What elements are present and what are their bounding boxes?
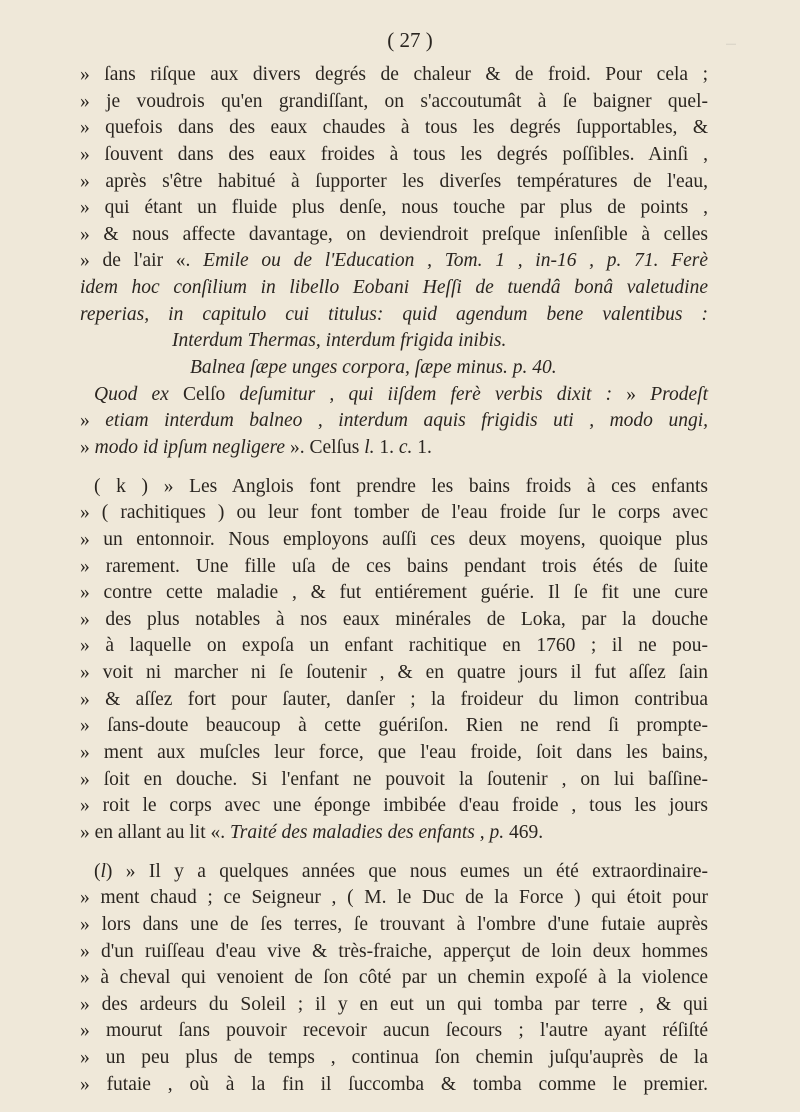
text-line bbox=[80, 992, 708, 1019]
text-segment: » contre cette maladie , & fut entiérement guérie. Il ſe fit une cure bbox=[80, 582, 708, 604]
text-segment: » roit le corps avec une éponge imbibée d'eau froide , tous les jours bbox=[80, 795, 708, 817]
text-segment: Celſo bbox=[183, 383, 240, 405]
italic-text: Prodeſt bbox=[650, 383, 708, 405]
text-segment: » à laquelle on expoſa un enfant rachitique en 1760 ; il ne pou- bbox=[80, 635, 708, 657]
text-line bbox=[80, 1018, 708, 1045]
text-line bbox=[80, 169, 708, 196]
text-segment: » rarement. Une fille uſa de ces bains pendant trois étés de ſuite bbox=[80, 555, 708, 577]
text-line bbox=[80, 885, 708, 912]
text-segment: ( bbox=[94, 860, 101, 882]
corner-mark: ····· bbox=[726, 42, 736, 48]
text-segment: » qui étant un fluide plus denſe, nous touche par plus de points , bbox=[80, 197, 708, 219]
text-line bbox=[80, 435, 708, 462]
text-line bbox=[80, 687, 708, 714]
text-line bbox=[80, 1072, 708, 1099]
text-line bbox=[80, 222, 708, 249]
text-segment: » ment aux muſcles leur force, que l'eau froide, ſoit dans les bains, bbox=[80, 742, 708, 764]
text-line bbox=[80, 660, 708, 687]
text-line bbox=[80, 89, 708, 116]
text-line bbox=[80, 580, 708, 607]
text-segment: » bbox=[80, 410, 106, 432]
text-segment: » des ardeurs du Soleil ; il y en eut un qui tomba par terre , & qui bbox=[80, 993, 708, 1015]
text-line bbox=[80, 474, 708, 501]
text-segment: » ( rachitiques ) ou leur font tomber de l'eau froide ſur le corps avec bbox=[80, 502, 708, 524]
italic-text: Interdum Thermas, interdum frigida inibis. bbox=[172, 330, 507, 352]
text-line bbox=[80, 62, 708, 89]
italic-text: idem hoc conſilium in libello Eobani Heſſi de tuendâ bonâ valetudine bbox=[80, 277, 708, 299]
text-line bbox=[80, 355, 708, 382]
text-line bbox=[80, 965, 708, 992]
text-segment: » d'un ruiſſeau d'eau vive & très-fraiche, apperçut de loin deux hommes bbox=[80, 940, 708, 962]
text-line bbox=[80, 820, 708, 847]
italic-text: modo id ipſum negligere bbox=[94, 436, 290, 458]
text-segment: » & nous affecte davantage, on deviendroit preſque inſenſible à celles bbox=[80, 223, 708, 245]
text-segment: ». Celſus bbox=[289, 436, 365, 458]
text-segment: » lors dans une de ſes terres, ſe trouvant à l'ombre d'une futaie auprès bbox=[80, 913, 708, 935]
text-line bbox=[80, 382, 708, 409]
italic-text: l bbox=[100, 860, 106, 882]
text-segment: » & aſſez fort pour ſauter, danſer ; la froideur du limon contribua bbox=[80, 688, 708, 710]
text-line bbox=[80, 607, 708, 634]
text-line bbox=[80, 633, 708, 660]
italic-text: Emile ou de l'Education , Tom. 1 , in-16 , p. 71. Ferè bbox=[203, 250, 708, 272]
text-line bbox=[80, 500, 708, 527]
text-segment: » futaie , où à la fin il ſuccomba & tomba comme le premier. bbox=[80, 1073, 708, 1095]
text-line bbox=[80, 115, 708, 142]
text-line bbox=[80, 195, 708, 222]
paragraph-gap bbox=[80, 462, 708, 474]
text-segment: » mourut ſans pouvoir recevoir aucun ſecours ; l'autre ayant réſiſté bbox=[80, 1020, 708, 1042]
text-segment: » à cheval qui venoient de ſon côté par un chemin expoſé à la violence bbox=[80, 967, 708, 989]
text-line bbox=[80, 859, 708, 886]
text-line bbox=[80, 740, 708, 767]
text-segment: 469. bbox=[504, 821, 544, 843]
text-line bbox=[80, 1045, 708, 1072]
text-line bbox=[80, 275, 708, 302]
italic-text: etiam interdum balneo , interdum aquis frigidis uti , modo ungi, bbox=[105, 410, 708, 432]
text-segment: » ſans riſque aux divers degrés de chaleur & de froid. Pour cela ; bbox=[80, 64, 708, 85]
text-line bbox=[80, 939, 708, 966]
text-segment: » ſouvent dans des eaux froides à tous les degrés poſſibles. Ainſi , bbox=[80, 143, 708, 165]
text-segment: ) » Il y a quelques années que nous eumes un été extraordinaire- bbox=[105, 860, 708, 882]
italic-text: deſumitur , qui iiſdem ferè verbis dixit : bbox=[239, 383, 627, 405]
body-text bbox=[80, 62, 708, 1098]
italic-text: l. bbox=[364, 436, 375, 458]
text-segment: » des plus notables à nos eaux minérales de Loka, par la douche bbox=[80, 608, 708, 630]
text-line bbox=[80, 793, 708, 820]
text-segment: » un peu plus de temps , continua ſon chemin juſqu'auprès de la bbox=[80, 1047, 708, 1069]
text-segment: » je voudrois qu'en grandiſſant, on s'accoutumât à ſe baigner quel- bbox=[80, 90, 708, 112]
text-segment: » quefois dans des eaux chaudes à tous les degrés ſupportables, & bbox=[80, 117, 708, 139]
text-segment: » en allant au lit «. bbox=[80, 821, 231, 843]
text-segment: » ſans-doute beaucoup à cette guériſon. Rien ne rend ſi prompte- bbox=[80, 715, 708, 737]
text-line bbox=[80, 713, 708, 740]
italic-text: reperias, in capitulo cui titulus: quid agendum bene valentibus : bbox=[80, 303, 708, 325]
text-line bbox=[80, 328, 708, 355]
text-segment: » un entonnoir. Nous employons auſſi ces deux moyens, quoique plus bbox=[80, 528, 708, 550]
italic-text: Traité des maladies des enfants , p. bbox=[230, 821, 505, 843]
text-line bbox=[80, 554, 708, 581]
text-segment: » après s'être habitué à ſupporter les diverſes températures de l'eau, bbox=[80, 170, 708, 192]
text-segment: » ment chaud ; ce Seigneur , ( M. le Duc de la Force ) qui étoit pour bbox=[80, 887, 708, 909]
text-line bbox=[80, 142, 708, 169]
text-line bbox=[80, 408, 708, 435]
text-segment: 1. bbox=[412, 436, 432, 458]
text-segment: » voit ni marcher ni ſe ſoutenir , & en quatre jours il fut aſſez ſain bbox=[80, 662, 708, 684]
text-line bbox=[80, 767, 708, 794]
text-segment: 1. bbox=[374, 436, 399, 458]
text-line bbox=[80, 302, 708, 329]
paragraph-gap bbox=[80, 847, 708, 859]
text-segment: » de l'air «. bbox=[80, 250, 204, 272]
italic-text: c. bbox=[398, 436, 413, 458]
italic-text: Quod ex bbox=[94, 383, 183, 405]
text-segment: » ſoit en douche. Si l'enfant ne pouvoit la ſoutenir , on lui baſſine- bbox=[80, 768, 708, 790]
text-line bbox=[80, 248, 708, 275]
text-line bbox=[80, 527, 708, 554]
page-number: ( 27 ) bbox=[387, 28, 433, 52]
italic-text: Balnea ſæpe unges corpora, ſæpe minus. p. 40. bbox=[190, 357, 557, 379]
text-line bbox=[80, 912, 708, 939]
text-segment: » bbox=[626, 383, 651, 405]
text-segment: » bbox=[80, 436, 95, 458]
text-segment: ( k ) » Les Anglois font prendre les bains froids à ces enfants bbox=[94, 475, 708, 497]
